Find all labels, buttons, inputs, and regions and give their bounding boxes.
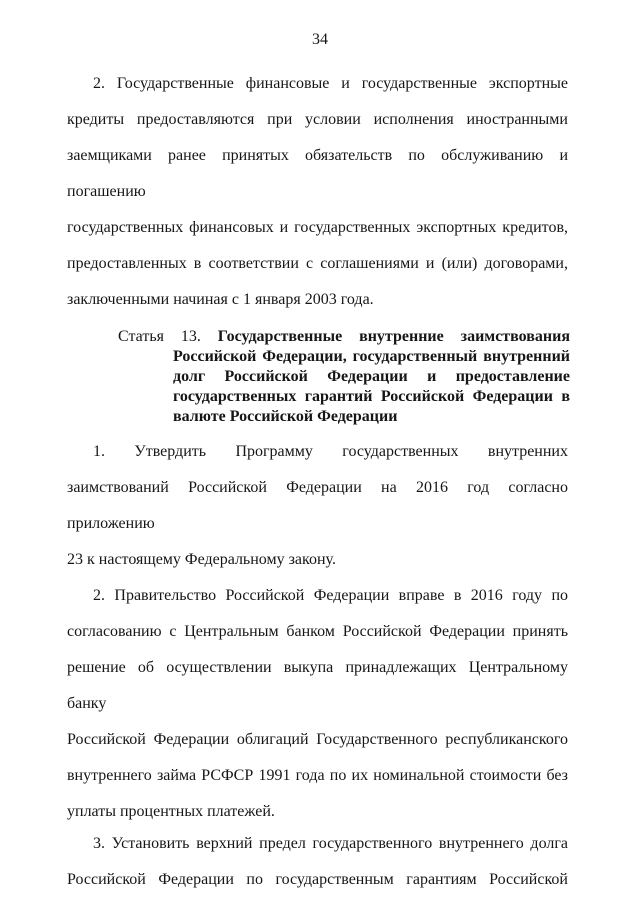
page-number: 34: [312, 31, 328, 48]
text-line: кредиты предоставляются при условии исполнения иностранными: [67, 111, 568, 128]
text-line: 23 к настоящему Федеральному закону.: [67, 551, 336, 568]
text-line: заключенными начиная с 1 января 2003 года.: [67, 291, 374, 308]
text-line: решение об осуществлении выкупа принадлежащих Центральному банку: [67, 659, 568, 712]
article-number-label: Статья 13.: [118, 328, 201, 345]
text-line: 3. Установить верхний предел государственного внутреннего долга: [93, 835, 568, 852]
heading-title-part: Государственные внутренние заимствования: [217, 328, 571, 345]
text-line: Российской Федерации облигаций Государственного республиканского: [67, 731, 568, 748]
text-line: предоставленных в соответствии с соглашениями и (или) договорами,: [67, 255, 568, 272]
text-line: заимствований Российской Федерации на 2016 год согласно приложению: [67, 479, 568, 532]
text-line: уплаты процентных платежей.: [67, 803, 275, 820]
heading-line: Российской Федерации, государственный внутренний: [173, 348, 570, 365]
text-line: 2. Государственные финансовые и государственные экспортные: [93, 75, 568, 92]
paragraph-bond-buyback: [67, 578, 568, 830]
paragraph-internal-debt-limit: [67, 826, 568, 898]
article-13-heading: [118, 327, 571, 427]
text-line: 1. Утвердить Программу государственных внутренних: [93, 443, 568, 460]
heading-line: долг Российской Федерации и предоставление: [173, 368, 570, 385]
text-line: 2. Правительство Российской Федерации вправе в 2016 году по: [93, 587, 568, 604]
heading-line: [118, 327, 570, 347]
text-line: заемщиками ранее принятых обязательств по обслуживанию и погашению: [67, 147, 568, 200]
heading-line: государственных гарантий Российской Федерации в: [173, 388, 570, 405]
paragraph-export-credits: [67, 66, 568, 318]
paragraph-borrowing-program: [67, 434, 568, 578]
text-line: согласованию с Центральным банком Российской Федерации принять: [67, 623, 568, 640]
text-line: государственных финансовых и государственных экспортных кредитов,: [67, 219, 568, 236]
text-line: Российской Федерации по государственным гарантиям Российской: [67, 871, 568, 888]
heading-line: валюте Российской Федерации: [173, 408, 398, 425]
text-line: внутреннего займа РСФСР 1991 года по их номинальной стоимости без: [67, 767, 568, 784]
